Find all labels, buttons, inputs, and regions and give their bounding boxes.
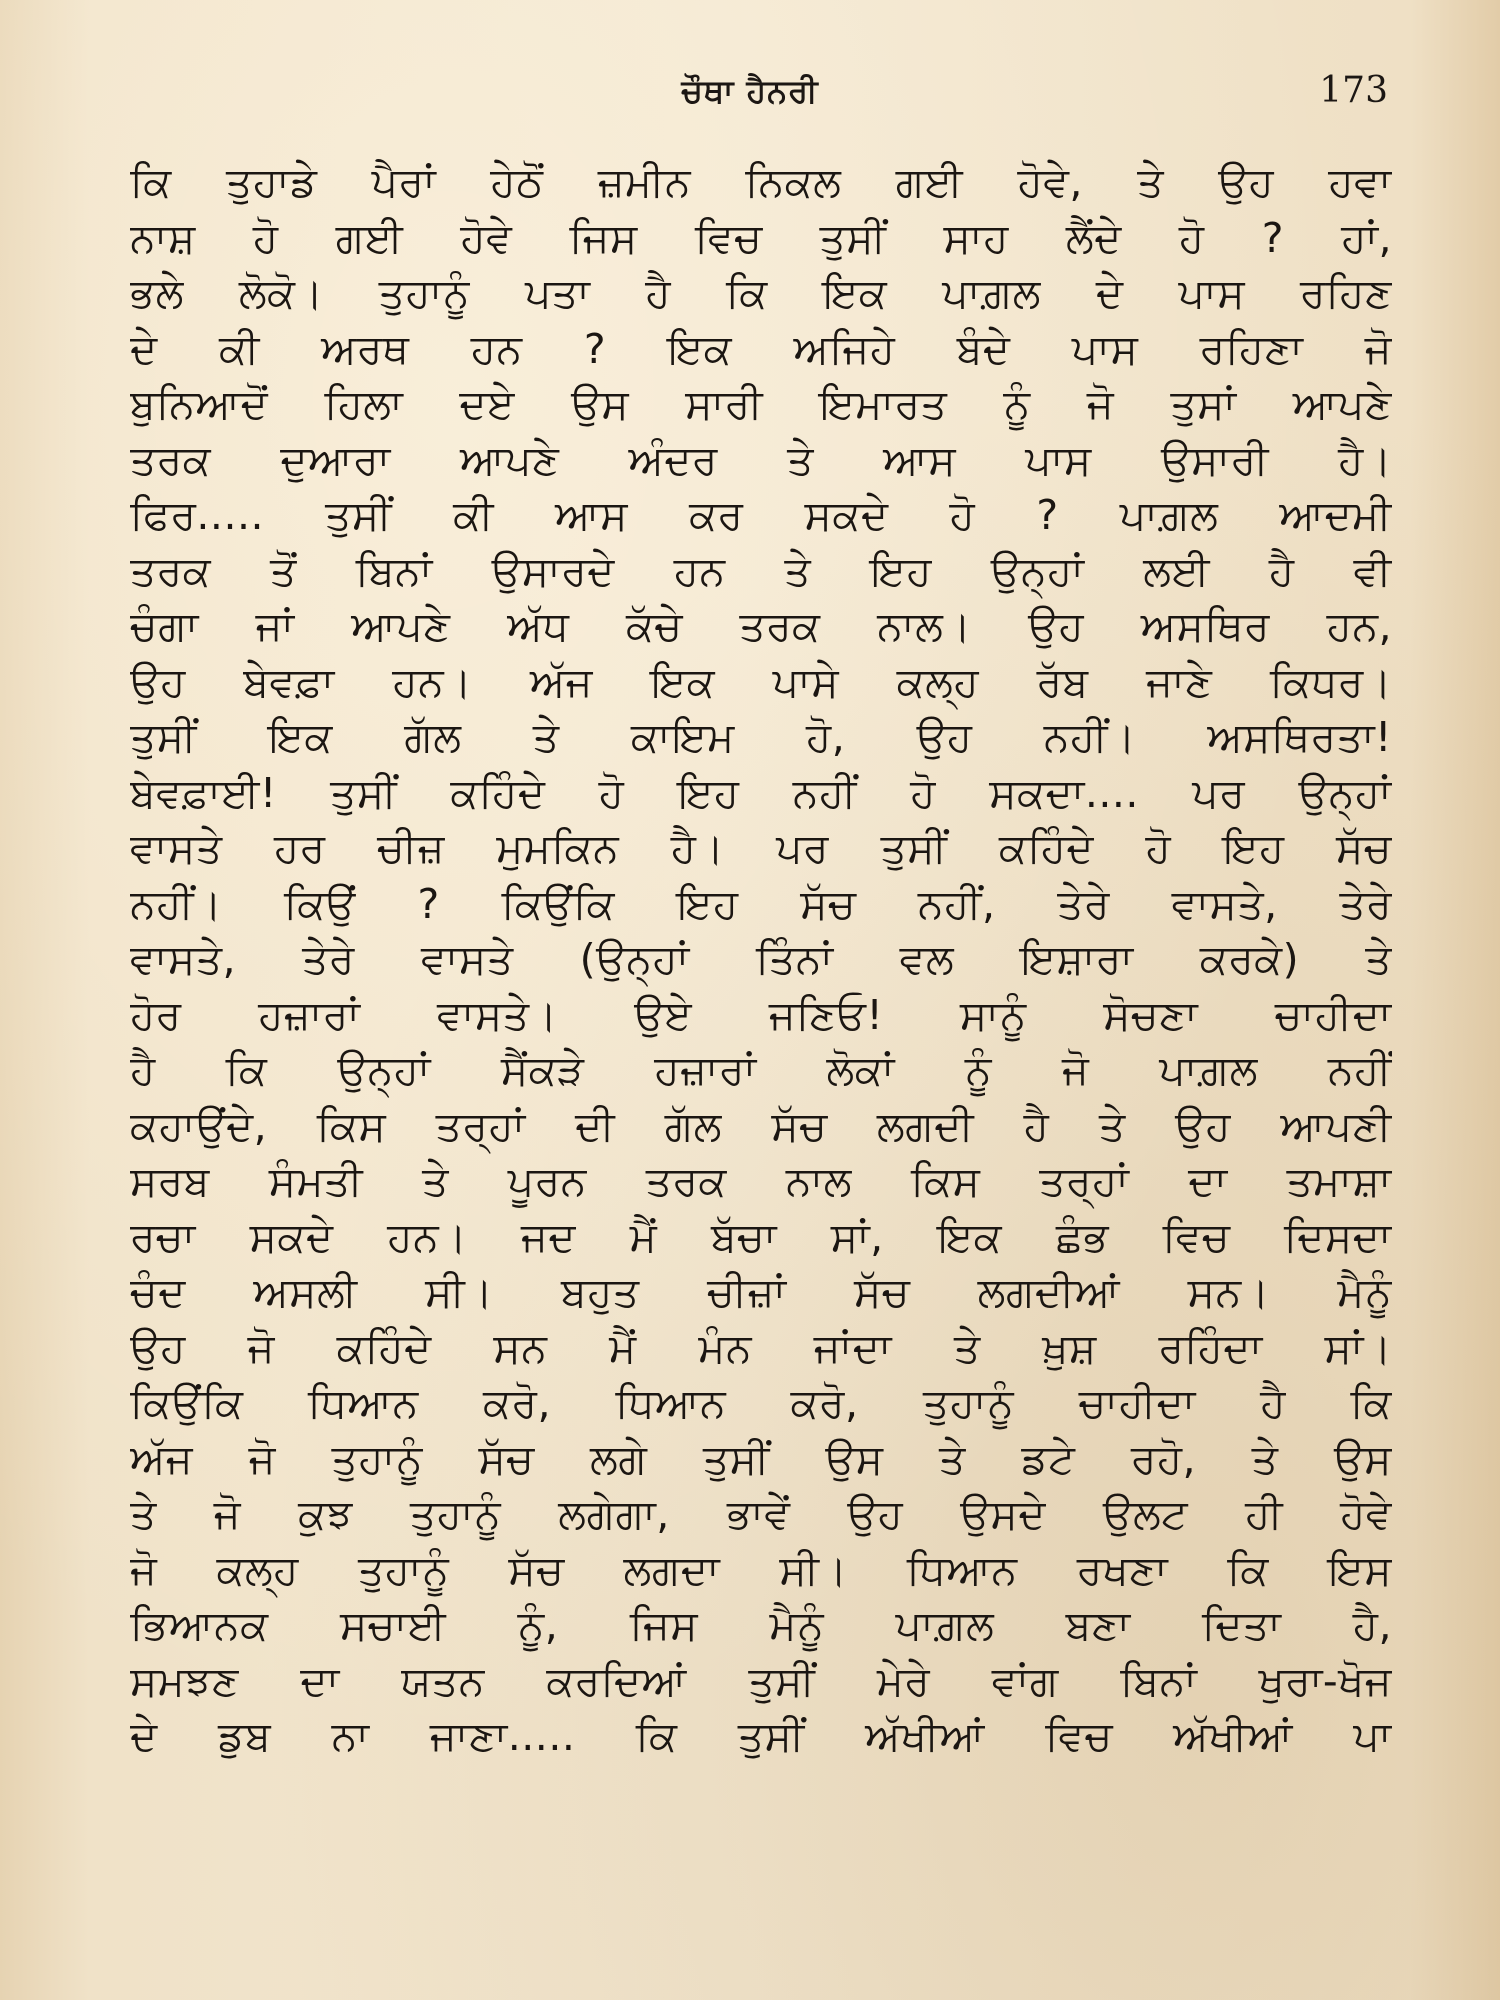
text-line: ਵਾਸਤੇ ਹਰ ਚੀਜ਼ ਮੁਮਕਿਨ ਹੈ। ਪਰ ਤੁਸੀਂ ਕਹਿੰਦੇ ਹੋ ਇਹ ਸੱਚ xyxy=(130,824,1392,872)
text-line: ਰਚਾ ਸਕਦੇ ਹਨ। ਜਦ ਮੈਂ ਬੱਚਾ ਸਾਂ, ਇਕ ਛੰਭ ਵਿਚ ਦਿਸਦਾ xyxy=(130,1212,1392,1261)
text-line: ਨਹੀਂ। ਕਿਉਂ ? ਕਿਉਂਕਿ ਇਹ ਸੱਚ ਨਹੀਂ, ਤੇਰੇ ਵਾਸਤੇ, ਤੇਰੇ xyxy=(130,879,1392,928)
running-title: ਚੌਥਾ ਹੈਨਰੀ xyxy=(681,72,819,110)
text-line: ਫਿਰ..... ਤੁਸੀਂ ਕੀ ਆਸ ਕਰ ਸਕਦੇ ਹੋ ? ਪਾਗ਼ਲ ਆਦਮੀ xyxy=(130,491,1392,539)
text-line: ਤੁਸੀਂ ਇਕ ਗੱਲ ਤੇ ਕਾਇਮ ਹੋ, ਉਹ ਨਹੀਂ। ਅਸਥਿਰਤਾ! xyxy=(130,713,1392,761)
text-line: ਬੇਵਫ਼ਾਈ! ਤੁਸੀਂ ਕਹਿੰਦੇ ਹੋ ਇਹ ਨਹੀਂ ਹੋ ਸਕਦਾ.... ਪਰ ਉਨ੍ਹਾਂ xyxy=(130,768,1392,817)
text-line: ਤਰਕ ਦੁਆਰਾ ਆਪਣੇ ਅੰਦਰ ਤੇ ਆਸ ਪਾਸ ਉਸਾਰੀ ਹੈ। xyxy=(130,435,1392,484)
text-line: ਤਰਕ ਤੋਂ ਬਿਨਾਂ ਉਸਾਰਦੇ ਹਨ ਤੇ ਇਹ ਉਨ੍ਹਾਂ ਲਈ ਹੈ ਵੀ xyxy=(130,546,1392,595)
text-line: ਕਹਾਉਂਦੇ, ਕਿਸ ਤਰ੍ਹਾਂ ਦੀ ਗੱਲ ਸੱਚ ਲਗਦੀ ਹੈ ਤੇ ਉਹ ਆਪਣੀ xyxy=(130,1101,1392,1150)
text-line: ਸਮਝਣ ਦਾ ਯਤਨ ਕਰਦਿਆਂ ਤੁਸੀਂ ਮੇਰੇ ਵਾਂਗ ਬਿਨਾਂ ਖੁਰਾ-ਖੋਜ xyxy=(130,1656,1392,1705)
page-number: 173 xyxy=(1319,70,1388,111)
text-line: ਉਹ ਜੋ ਕਹਿੰਦੇ ਸਨ ਮੈਂ ਮੰਨ ਜਾਂਦਾ ਤੇ ਖ਼ੁਸ਼ ਰਹਿੰਦਾ ਸਾਂ। xyxy=(130,1323,1392,1372)
text-line: ਬੁਨਿਆਦੋਂ ਹਿਲਾ ਦਏ ਉਸ ਸਾਰੀ ਇਮਾਰਤ ਨੂੰ ਜੋ ਤੁਸਾਂ ਆਪਣੇ xyxy=(130,380,1392,428)
text-line: ਭਿਆਨਕ ਸਚਾਈ ਨੂੰ, ਜਿਸ ਮੈਨੂੰ ਪਾਗ਼ਲ ਬਣਾ ਦਿਤਾ ਹੈ, xyxy=(130,1601,1392,1649)
text-line: ਜੋ ਕਲ੍ਹ ਤੁਹਾਨੂੰ ਸੱਚ ਲਗਦਾ ਸੀ। ਧਿਆਨ ਰਖਣਾ ਕਿ ਇਸ xyxy=(130,1545,1392,1594)
text-line: ਦੇ ਡੁਬ ਨਾ ਜਾਣਾ..... ਕਿ ਤੁਸੀਂ ਅੱਖੀਆਂ ਵਿਚ ਅੱਖੀਆਂ ਪਾ xyxy=(130,1712,1392,1760)
text-line: ਵਾਸਤੇ, ਤੇਰੇ ਵਾਸਤੇ (ਉਨ੍ਹਾਂ ਤਿੰਨਾਂ ਵਲ ਇਸ਼ਾਰਾ ਕਰਕੇ) ਤੇ xyxy=(130,935,1392,983)
text-line: ਦੇ ਕੀ ਅਰਥ ਹਨ ? ਇਕ ਅਜਿਹੇ ਬੰਦੇ ਪਾਸ ਰਹਿਣਾ ਜੋ xyxy=(130,324,1392,373)
text-line: ਹੈ ਕਿ ਉਨ੍ਹਾਂ ਸੈਂਕੜੇ ਹਜ਼ਾਰਾਂ ਲੋਕਾਂ ਨੂੰ ਜੋ ਪਾਗ਼ਲ ਨਹੀਂ xyxy=(130,1046,1392,1094)
body-text xyxy=(130,155,1392,1765)
text-line: ਸਰਬ ਸੰਮਤੀ ਤੇ ਪੂਰਨ ਤਰਕ ਨਾਲ ਕਿਸ ਤਰ੍ਹਾਂ ਦਾ ਤਮਾਸ਼ਾ xyxy=(130,1157,1392,1205)
text-line: ਅੱਜ ਜੋ ਤੁਹਾਨੂੰ ਸੱਚ ਲਗੇ ਤੁਸੀਂ ਉਸ ਤੇ ਡਟੇ ਰਹੋ, ਤੇ ਉਸ xyxy=(130,1434,1392,1483)
text-line: ਉਹ ਬੇਵਫ਼ਾ ਹਨ। ਅੱਜ ਇਕ ਪਾਸੇ ਕਲ੍ਹ ਰੱਬ ਜਾਣੇ ਕਿਧਰ। xyxy=(130,657,1392,706)
text-line: ਕਿ ਤੁਹਾਡੇ ਪੈਰਾਂ ਹੇਠੋਂ ਜ਼ਮੀਨ ਨਿਕਲ ਗਈ ਹੋਵੇ, ਤੇ ਉਹ ਹਵਾ xyxy=(130,158,1392,206)
text-line: ਤੇ ਜੋ ਕੁਝ ਤੁਹਾਨੂੰ ਲਗੇਗਾ, ਭਾਵੇਂ ਉਹ ਉਸਦੇ ਉਲਟ ਹੀ ਹੋਵੇ xyxy=(130,1490,1392,1538)
text-line: ਕਿਉਂਕਿ ਧਿਆਨ ਕਰੋ, ਧਿਆਨ ਕਰੋ, ਤੁਹਾਨੂੰ ਚਾਹੀਦਾ ਹੈ ਕਿ xyxy=(130,1379,1392,1427)
text-line: ਭਲੇ ਲੋਕੋ। ਤੁਹਾਨੂੰ ਪਤਾ ਹੈ ਕਿ ਇਕ ਪਾਗ਼ਲ ਦੇ ਪਾਸ ਰਹਿਣ xyxy=(130,269,1392,317)
text-line: ਚੰਦ ਅਸਲੀ ਸੀ। ਬਹੁਤ ਚੀਜ਼ਾਂ ਸੱਚ ਲਗਦੀਆਂ ਸਨ। ਮੈਨੂੰ xyxy=(130,1268,1392,1316)
text-line: ਚੰਗਾ ਜਾਂ ਆਪਣੇ ਅੱਧ ਕੱਚੇ ਤਰਕ ਨਾਲ। ਉਹ ਅਸਥਿਰ ਹਨ, xyxy=(130,602,1392,650)
text-line: ਨਾਸ਼ ਹੋ ਗਈ ਹੋਵੇ ਜਿਸ ਵਿਚ ਤੁਸੀਂ ਸਾਹ ਲੈਂਦੇ ਹੋ ? ਹਾਂ, xyxy=(130,213,1392,262)
text-line: ਹੋਰ ਹਜ਼ਾਰਾਂ ਵਾਸਤੇ। ਉਏ ਜਣਿਓ! ਸਾਨੂੰ ਸੋਚਣਾ ਚਾਹੀਦਾ xyxy=(130,990,1392,1039)
